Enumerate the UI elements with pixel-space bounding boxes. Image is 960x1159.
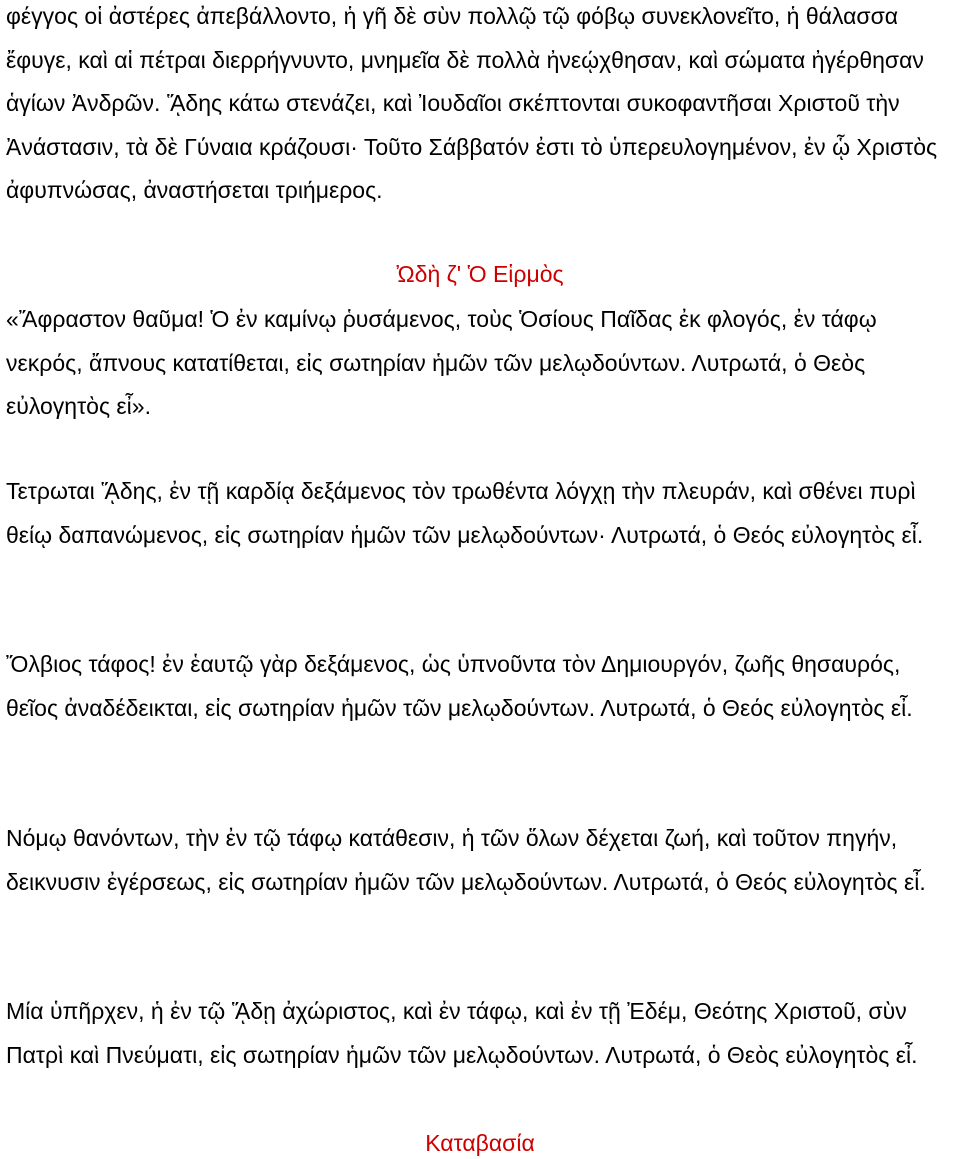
paragraph-troparion-3: Νόμῳ θανόντων, τὴν ἐν τῷ τάφῳ κατάθεσιν, ἡ τῶν ὅλων δέχεται ζωή, καὶ τοῦτον πηγήν, δεικνυσιν ἐγέρσεως, εἰς σωτηρίαν ἡμῶν τῶν μελῳδούντων. Λυτρωτά, ὁ Θεός εὐλογητὸς εἶ.	[6, 825, 926, 895]
paragraph-ode6-end: φέγγος οἱ ἀστέρες ἀπεβάλλοντο, ἡ γῆ δὲ σὺν πολλῷ τῷ φόβῳ συνεκλονεῖτο, ἡ θάλασσα ἔφυγε, καὶ αἱ πέτραι διερρήγνυντο, μνημεῖα δὲ πολλὰ ἠνεῴχθησαν, καὶ σώματα ἠγέρθησαν ἁγίων Ἀνδρῶν. ᾍδης κάτω στενάζει, καὶ Ἰουδαῖοι σκέπτονται συκοφαντῆσαι Χριστοῦ τὴν Ἀνάστασιν, τὰ δὲ Γύναια κράζουσι· Τοῦτο Σάββατόν ἐστι τὸ ὑπερευλογημένον, ἐν ᾧ Χριστὸς ἀφυπνώσας, ἀναστήσεται τριήμερος.	[6, 3, 938, 203]
paragraph-heirmos: «Ἄφραστον θαῦμα! Ὁ ἐν καμίνῳ ῥυσάμενος, τοὺς Ὁσίους Παῖδας ἐκ φλογός, ἐν τάφῳ νεκρός, ἄπνους κατατίθεται, εἰς σωτηρίαν ἡμῶν τῶν μελῳδούντων. Λυτρωτά, ὁ Θεὸς εὐλογητὸς εἶ».	[6, 306, 877, 419]
ode-heading: Ὠδὴ ζ' Ὁ Εἱρμὸς	[396, 261, 564, 287]
paragraph-troparion-4: Μία ὑπῆρχεν, ἡ ἐν τῷ ᾍδῃ ἀχώριστος, καὶ ἐν τάφῳ, καὶ ἐν τῇ Ἐδέμ, Θεότης Χριστοῦ, σὺν Πατρὶ καὶ Πνεύματι, εἰς σωτηρίαν ἡμῶν τῶν μελῳδούντων. Λυτρωτά, ὁ Θεὸς εὐλογητὸς εἶ.	[6, 998, 918, 1068]
katavasia-heading: Καταβασία	[425, 1130, 535, 1156]
paragraph-troparion-1: Τετρωται ᾍδης, ἐν τῇ καρδίᾳ δεξάμενος τὸν τρωθέντα λόγχῃ τὴν πλευράν, καὶ σθένει πυρὶ θείῳ δαπανώμενος, εἰς σωτηρίαν ἡμῶν τῶν μελῳδούντων· Λυτρωτά, ὁ Θεός εὐλογητὸς εἶ.	[6, 478, 924, 548]
paragraph-troparion-2: Ὄλβιος τάφος! ἐν ἑαυτῷ γὰρ δεξάμενος, ὡς ὑπνοῦντα τὸν Δημιουργόν, ζωῆς θησαυρός, θεῖος ἀναδέδεικται, εἰς σωτηρίαν ἡμῶν τῶν μελῳδούντων. Λυτρωτά, ὁ Θεός εὐλογητὸς εἶ.	[6, 651, 913, 721]
